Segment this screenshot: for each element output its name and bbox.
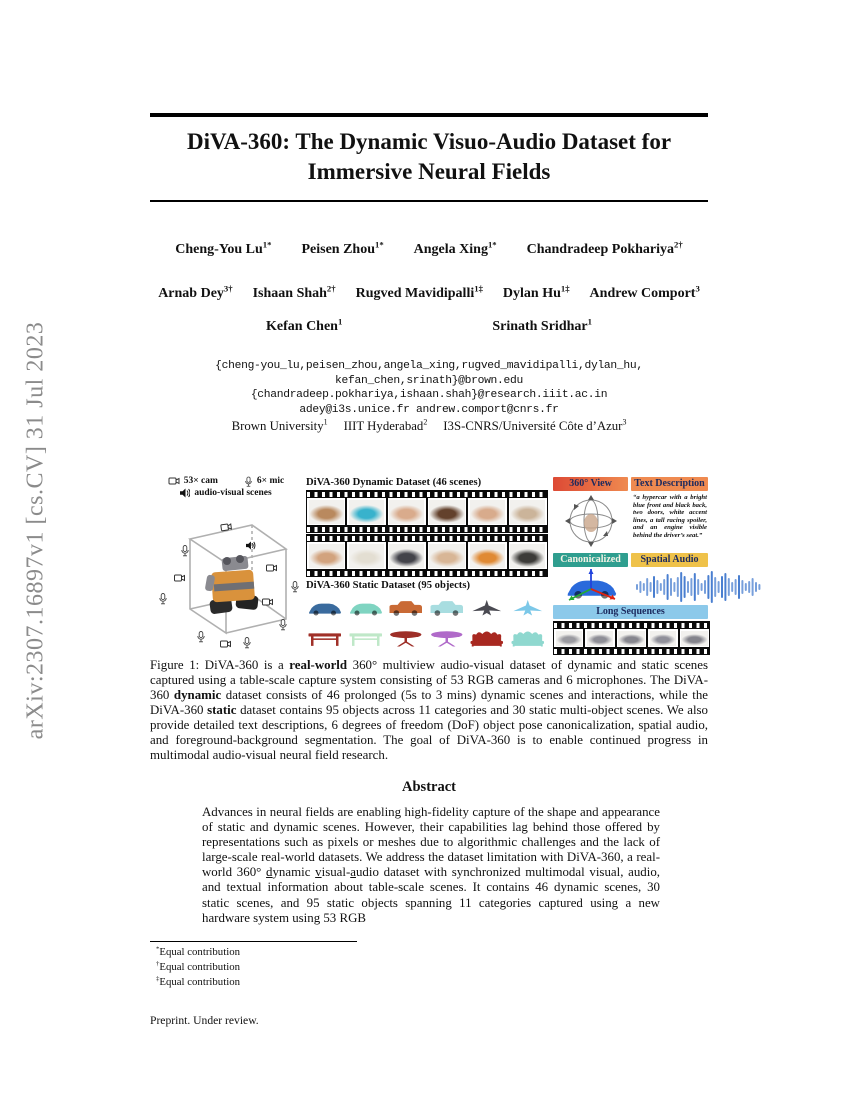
table-thumbnail (347, 625, 385, 653)
dynamic-filmstrip-2 (306, 534, 548, 577)
capture-rig-panel (150, 475, 302, 655)
spatial-audio-header: Spatial Audio (631, 553, 708, 567)
film-frame (680, 629, 709, 647)
person-name: Andrew Comport$^3$ (589, 283, 700, 301)
filmstrip-sprockets (307, 536, 547, 541)
audio-visual-label: audio-visual scenes (194, 488, 272, 498)
figure-1 (150, 475, 708, 655)
title-rule-bottom (150, 200, 708, 202)
person-name: Brown University$^1$ (231, 417, 328, 433)
email-line: adey@i3s.unice.fr andrew.comport@cnrs.fr (299, 403, 559, 416)
film-frame (388, 498, 426, 525)
abstract-heading: Abstract (402, 779, 456, 795)
camera-count-label: 53× cam (183, 476, 218, 486)
arxiv-id-label: arXiv:2307.16897v1 [cs.CV] 31 Jul 2023 (22, 321, 49, 740)
long-sequences-header: Long Sequences (553, 605, 708, 619)
footnote: †Equal contribution (156, 960, 241, 973)
footnotes-block (156, 945, 240, 990)
film-frame (428, 498, 466, 525)
author-row-1 (150, 239, 708, 258)
abstract-text: Advances in neural fields are enabling high-fidelity capture of the shape and appearance of static and dynamic scenes. However, their capabilities lag behind those offered by representations such as pixels or meshes due to algorithmic challenges and the lack of large-scale real-world datasets. We address the dataset limitation with DiVA-360, a real-world 360° dynamic visual-audio dataset with synchronized multimodal visual, audio, and textual information about table-scale scenes. It contains 46 dynamic scenes, 30 static scenes, and 95 static objects spanning 11 categories captured using a new hardware system using 53 RGB (202, 805, 661, 925)
title-line-1: DiVA-360: The Dynamic Visuo-Audio Dataset for (186, 129, 672, 154)
person-name: Angela Xing$^{1*}$ (413, 239, 497, 257)
page-title (150, 127, 708, 187)
mic-count-label: 6× mic (256, 476, 285, 486)
dynamic-dataset-title: DiVA-360 Dynamic Dataset (46 scenes) (306, 477, 482, 488)
canonicalized-header: Canonicalized (553, 553, 628, 567)
film-frame (347, 498, 385, 525)
film-frame (585, 629, 614, 647)
sofa-thumbnail (468, 625, 506, 653)
email-line: {cheng-you_lu,peisen_zhou,angela_xing,rugved_mavidipalli,dylan_hu, (215, 360, 643, 372)
filmstrip-sprockets (307, 492, 547, 497)
view-360-header: 360° View (553, 477, 628, 491)
sofa-thumbnail (509, 625, 547, 653)
film-frame (509, 542, 547, 569)
truck-thumbnail (428, 594, 466, 622)
speaker-icon (180, 488, 190, 498)
person-name: Chandradeep Pokhariya$^{2\dagger}$ (526, 239, 683, 257)
figure-caption: Figure 1: DiVA-360 is a real-world 360° multiview audio-visual dataset of dynamic and static scenes captured using a table-scale capture system consisting of 53 RGB cameras and 6 microphones. The DiVA-360 dynamic dataset consists of 46 prolonged (5s to 3 mins) dynamic scenes and interactions, while the DiVA-360 static dataset contains 95 objects across 11 categories and 30 static multi-object scenes. We also provide detailed text descriptions, 6 degrees of freedom (DoF) object pose canonicalization, spatial audio, and foreground-background segmentation. The goal of DiVA-360 is to enable continued progress in multimodal audio-visual neural field research. (150, 658, 709, 762)
filmstrip-sprockets (307, 571, 547, 576)
text-description-quote: “a hypercar with a bright blue front and black back, two doors, white accent lines, a tall racing spoiler, and an engine visible behind the driver’s seat.” (633, 494, 707, 539)
filmstrip-sprockets (307, 527, 547, 532)
person-name: Peisen Zhou$^{1*}$ (301, 239, 384, 257)
roundtable-thumbnail (387, 625, 425, 653)
long-sequence-filmstrip (553, 621, 710, 655)
film-frame (307, 542, 345, 569)
static-dataset-title: DiVA-360 Static Dataset (95 objects) (306, 580, 470, 591)
person-name: Srinath Sridhar$^1$ (492, 316, 592, 334)
person-name: Arnab Dey$^{3\dagger}$ (158, 283, 233, 301)
footnote: *Equal contribution (156, 945, 241, 958)
film-frame (617, 629, 646, 647)
filmstrip-sprockets (554, 623, 709, 628)
dynamic-filmstrip-1 (306, 490, 548, 533)
robot-illustration (205, 555, 259, 614)
film-frame (509, 498, 547, 525)
author-row-3 (150, 316, 708, 335)
rig-legend-row-1 (150, 475, 302, 487)
person-name: Rugved Mavidipalli$^{1\ddagger}$ (355, 283, 483, 301)
title-rule-top (150, 113, 708, 117)
jet-thumbnail (468, 594, 506, 622)
person-name: Ishaan Shah$^{2\dagger}$ (252, 283, 336, 301)
person-name: Cheng-You $Lu^{1*}$ (175, 239, 272, 257)
filmstrip-sprockets (554, 649, 709, 654)
roundtable-thumbnail (428, 625, 466, 653)
static-objects-row-2 (306, 625, 546, 653)
spatial-audio-waveform (633, 569, 763, 605)
film-frame (554, 629, 583, 647)
film-frame (468, 498, 506, 525)
car-thumbnail (306, 594, 344, 622)
person-name: Kefan Chen$^1$ (266, 316, 343, 334)
title-line-2: Immersive Neural Fields (307, 159, 551, 184)
email-block (150, 359, 708, 417)
film-frame (388, 542, 426, 569)
film-frame (468, 542, 506, 569)
car-thumbnail (347, 594, 385, 622)
jet-thumbnail (509, 594, 547, 622)
film-frame (648, 629, 677, 647)
dataset-panel (306, 477, 546, 655)
film-frame (347, 542, 385, 569)
table-thumbnail (306, 625, 344, 653)
person-name: I3S-CNRS/Université Côte d’Azur$^3$ (443, 417, 627, 433)
person-name: Dylan $Hu^{1\ddagger}$ (502, 283, 570, 301)
preprint-note: Preprint. Under review. (150, 1014, 259, 1027)
author-row-2 (150, 283, 708, 302)
rig-legend-row-2 (150, 487, 302, 499)
affiliation-line (150, 419, 708, 434)
email-line: {chandradeep.pokhariya,ishaan.shah}@research.iiit.ac.in (250, 389, 608, 402)
microphone-icon (244, 476, 253, 487)
film-frame (428, 542, 466, 569)
footnote: ‡Equal contribution (156, 975, 241, 988)
speaker-icon (246, 541, 255, 549)
text-description-header: Text Description (631, 477, 708, 491)
camera-icon (168, 476, 180, 486)
truck-thumbnail (387, 594, 425, 622)
annotations-panel (553, 477, 708, 655)
film-frame (307, 498, 345, 525)
footnote-rule (150, 941, 357, 942)
static-objects-row-1 (306, 594, 546, 622)
canonicalized-car (555, 567, 627, 603)
email-line: kefan_chen,srinath}@brown.edu (335, 374, 523, 387)
person-name: IIIT Hyderabad$^2$ (343, 417, 428, 433)
arxiv-watermark (6, 278, 66, 783)
capture-rig-diagram (150, 501, 302, 653)
view-360-sphere (561, 492, 621, 550)
